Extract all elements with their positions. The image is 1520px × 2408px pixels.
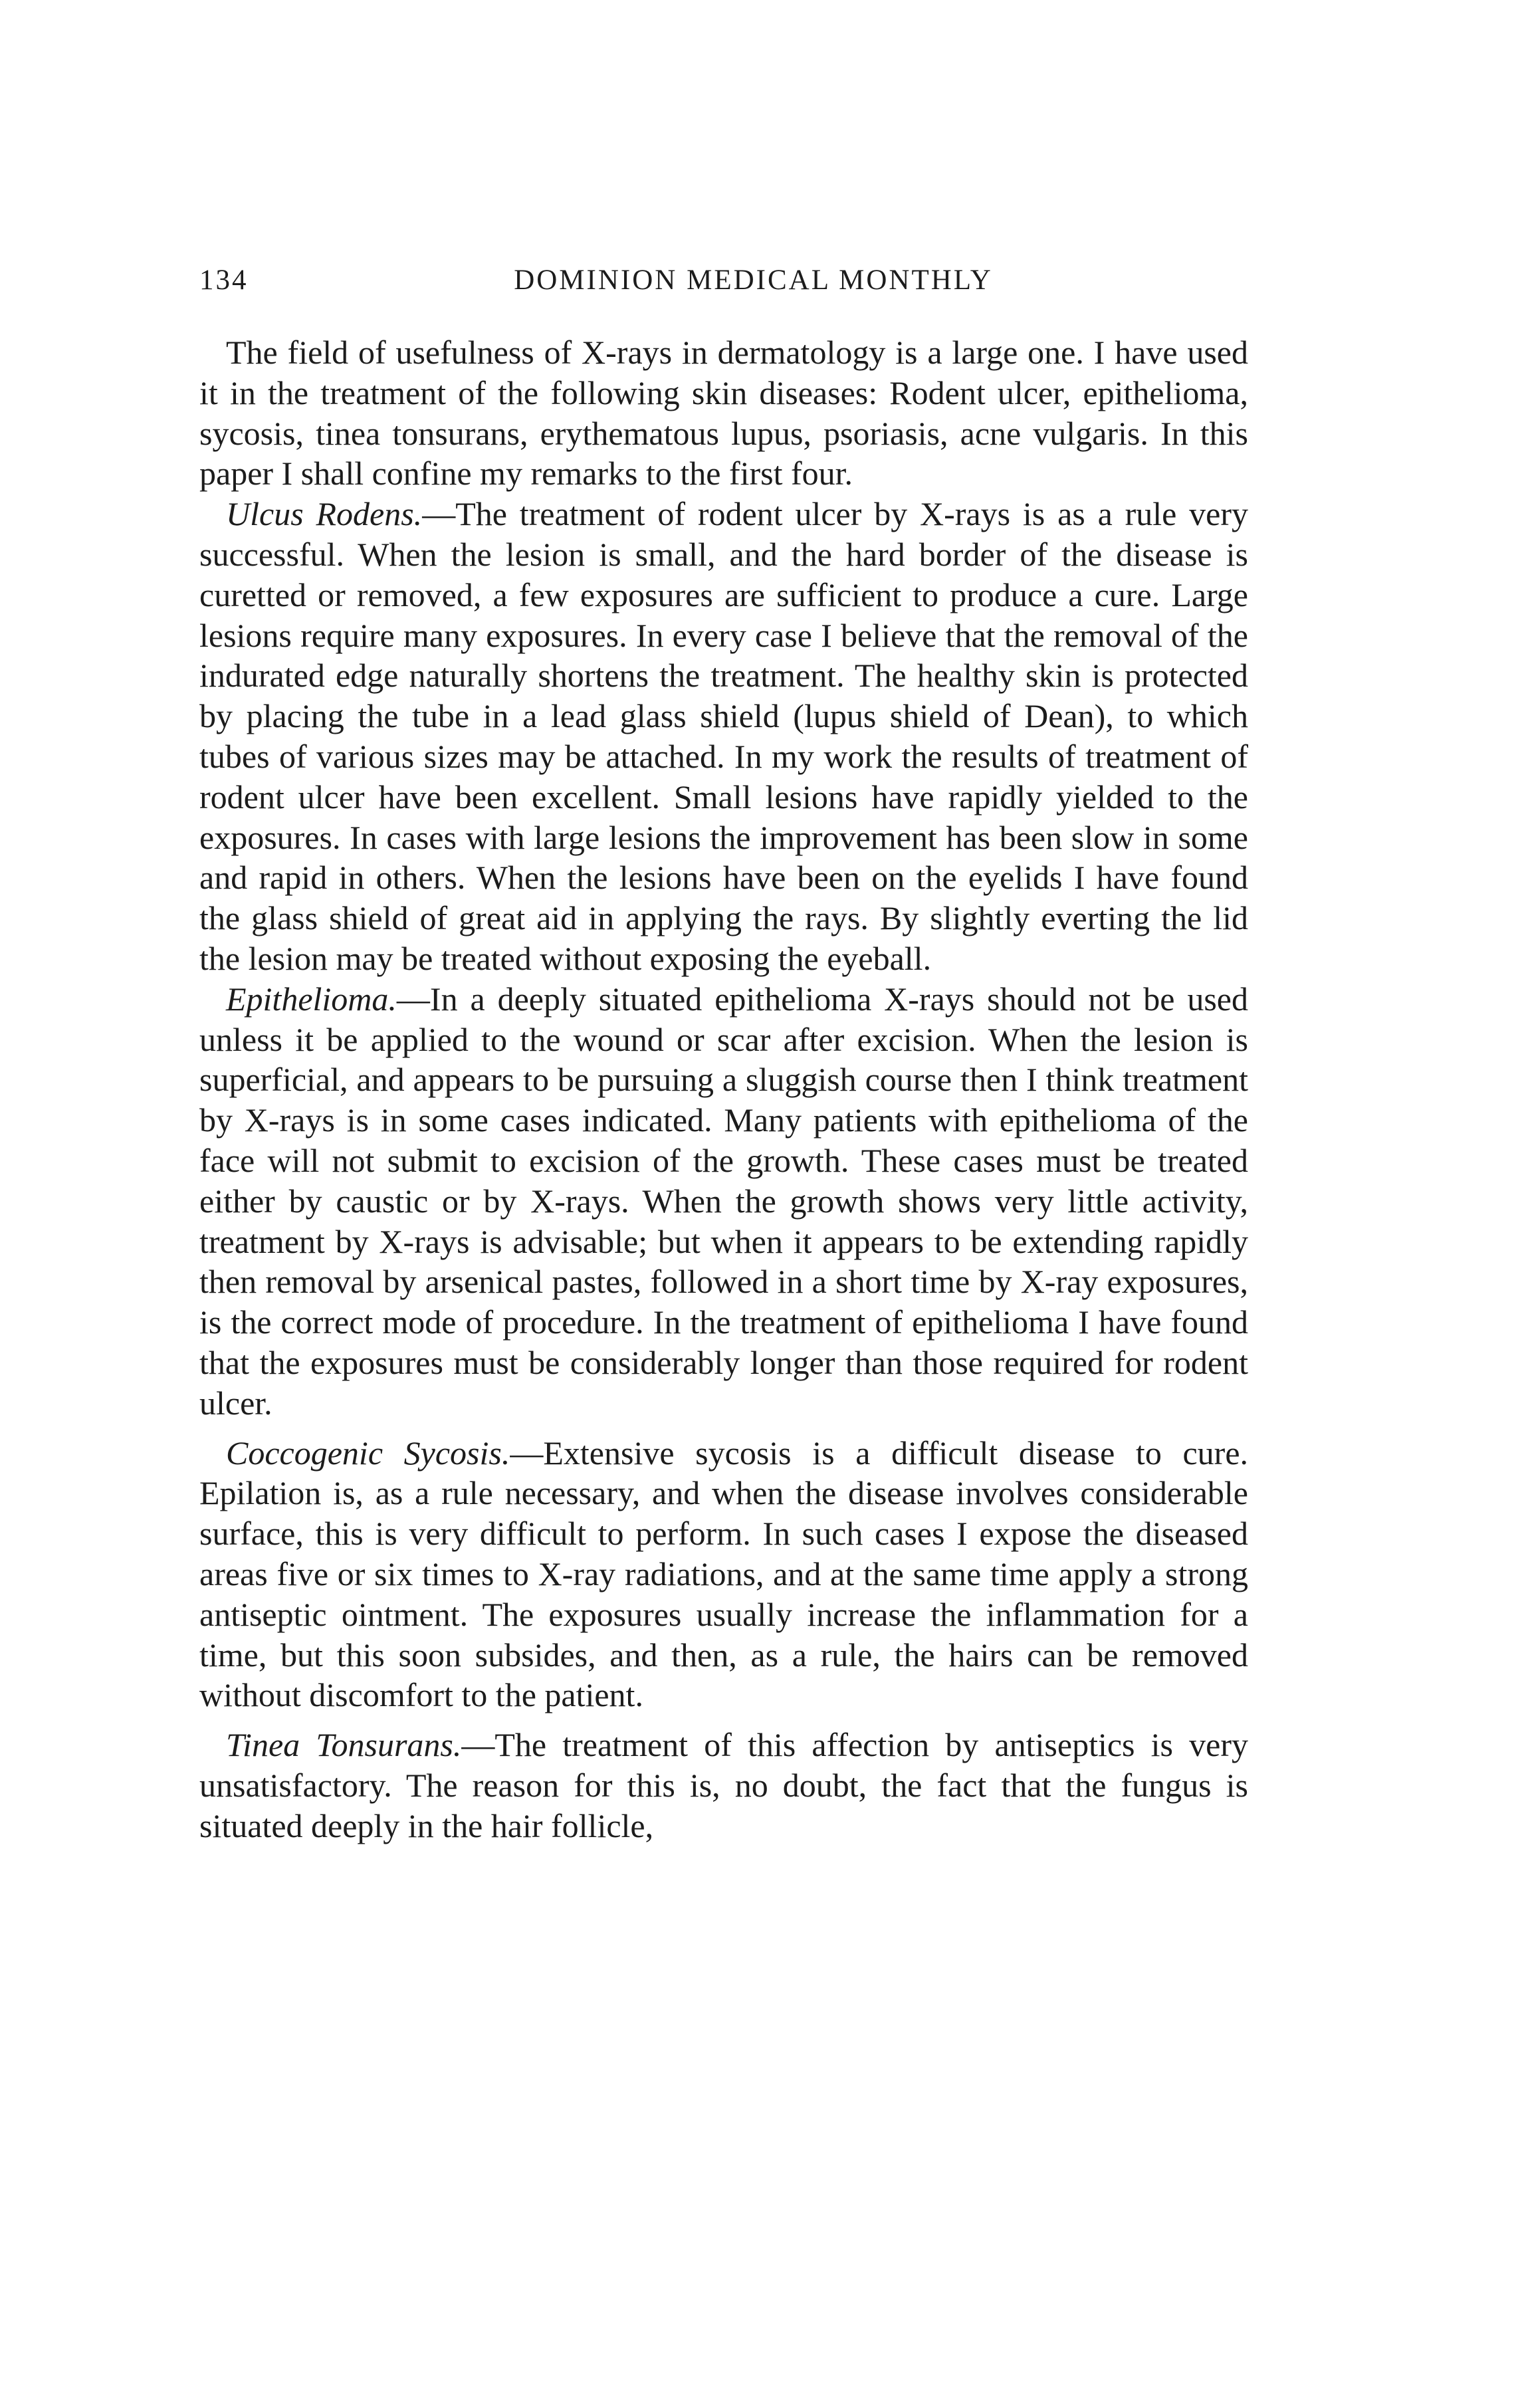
paragraph-text: The field of usefulness of X-rays in dermatology is a large one. I have used it in the treatment of the following skin diseases: Rodent ulcer, epithelioma, sycosis, tinea tonsurans, erythematous lupus, psoriasis, acne vulgaris. In this paper I shall confine my remarks to the first four. [199,334,1248,493]
running-head [199,261,1307,300]
journal-title: DOMINION MEDICAL MONTHLY [514,265,993,296]
paragraph-coccogenic-sycosis [199,1433,1248,1716]
paragraph-tinea-tonsurans [199,1725,1248,1846]
paragraph-ulcus-rodens [199,494,1248,979]
article-body [199,332,1248,1846]
page-number: 134 [199,265,249,296]
section-heading: Epithelioma. [226,980,397,1018]
paragraph-intro [199,332,1248,494]
paragraph-epithelioma [199,979,1248,1424]
section-heading: Coccogenic Sycosis. [226,1434,510,1472]
section-heading: Tinea Tonsurans. [226,1726,462,1764]
paragraph-text: —Extensive sycosis is a difficult disease to cure. Epilation is, as a rule necessary, and when the disease involves considerable surface, this is very difficult to perform. In such cases I expose the diseased areas five or six times to X-ray radiations, and at the same time apply a strong antiseptic ointment. The exposures usually increase the inflammation for a time, but this soon subsides, and then, as a rule, the hairs can be removed without discomfort to the patient. [199,1434,1249,1714]
paragraph-text: —The treatment of rodent ulcer by X-rays is as a rule very successful. When the lesion is small, and the hard border of the disease is curetted or removed, a few exposures are sufficient to produce a cure. Large lesions require many exposures. In every case I believe that the removal of the indurated edge naturally shortens the treatment. The healthy skin is protected by placing the tube in a lead glass shield (lupus shield of Dean), to which tubes of various sizes may be attached. In my work the results of treatment of rodent ulcer have been excellent. Small lesions have rapidly yielded to the exposures. In cases with large lesions the improvement has been slow in some and rapid in others. When the lesions have been on the eyelids I have found the glass shield of great aid in applying the rays. By slightly everting the lid the lesion may be treated without exposing the eyeball. [199,495,1249,977]
paragraph-text: —In a deeply situated epithelioma X-rays should not be used unless it be applied to the wound or scar after excision. When the lesion is superficial, and appears to be pursuing a sluggish course then I think treatment by X-rays is in some cases indicated. Many patients with epithelioma of the face will not submit to excision of the growth. These cases must be treated either by caustic or by X-rays. When the growth shows very little activity, treatment by X-rays is advisable; but when it appears to be extending rapidly then removal by arsenical pastes, followed in a short time by X-ray exposures, is the correct mode of procedure. In the treatment of epithelioma I have found that the exposures must be considerably longer than those required for rodent ulcer. [199,980,1248,1422]
paragraph-text: —The treatment of this affection by antiseptics is very unsatisfactory. The reason for this is, no doubt, the fact that the fungus is situated deeply in the hair follicle, [199,1726,1248,1844]
section-heading: Ulcus Rodens. [226,495,423,533]
